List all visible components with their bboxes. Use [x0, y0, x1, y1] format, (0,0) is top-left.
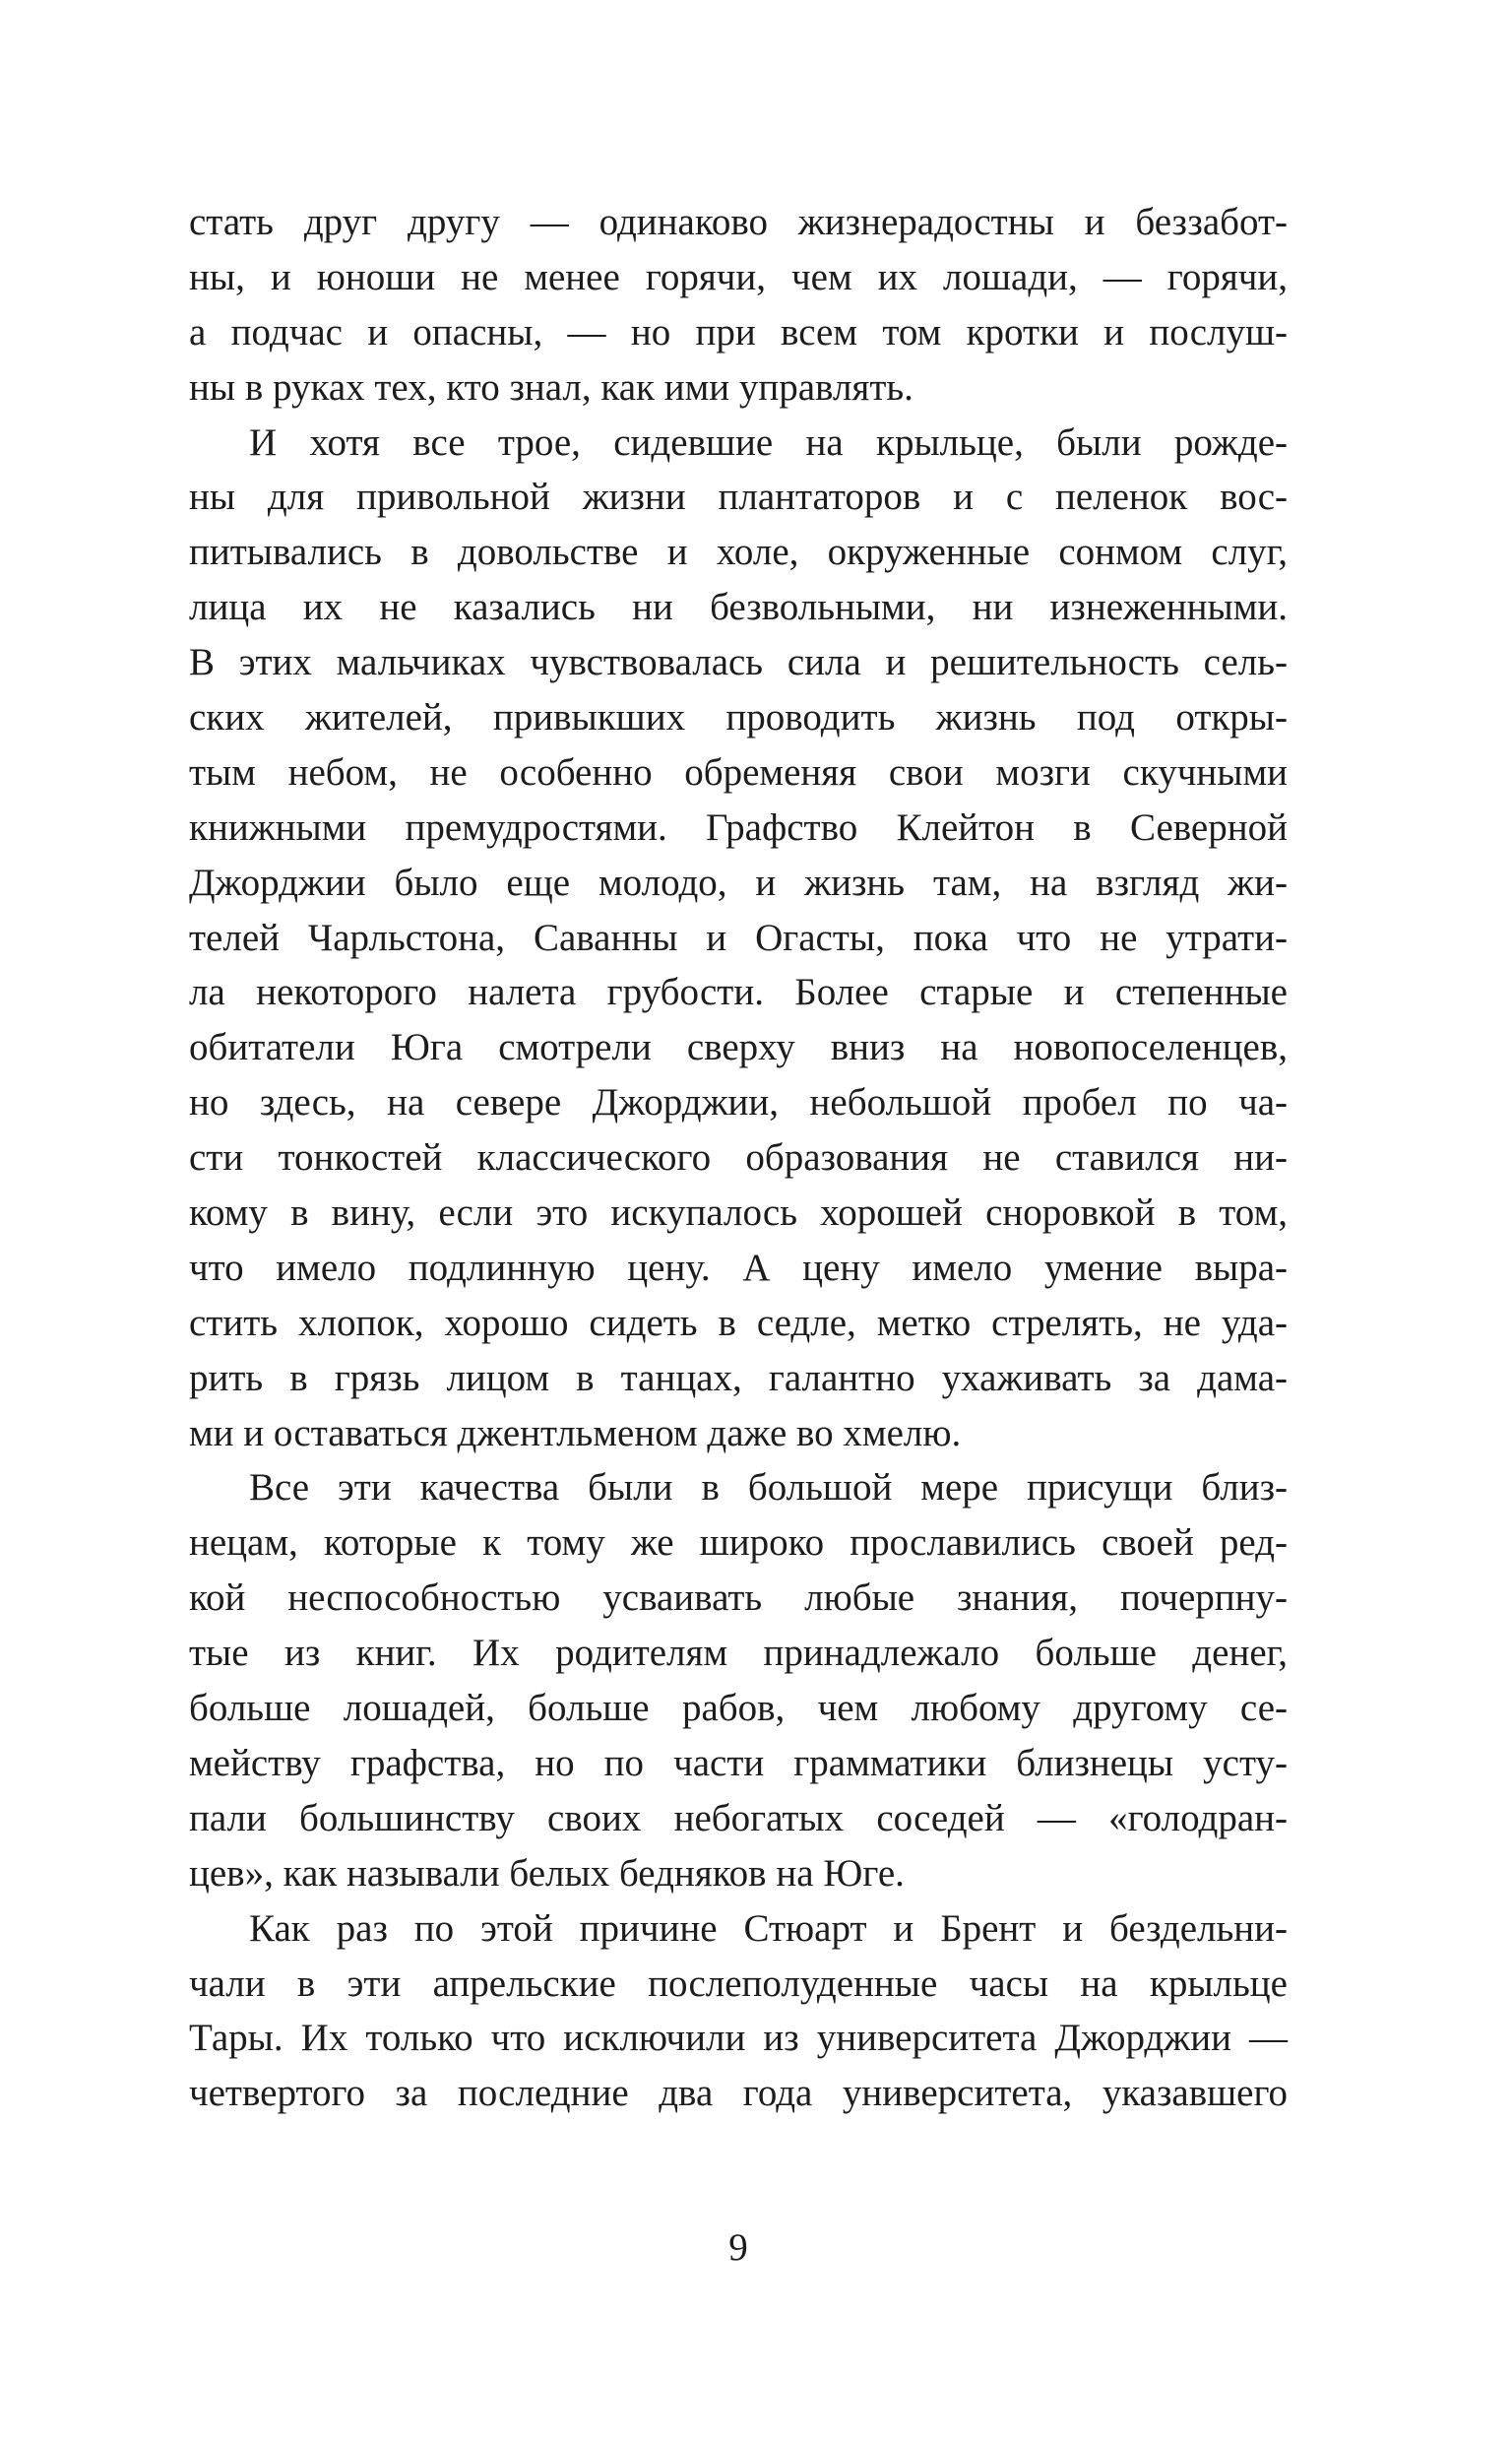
body-text [189, 195, 1288, 2121]
text-line: сти тонкостей классического образования не ставился ни- [189, 1136, 1288, 1180]
text-line: ны в руках тех, кто знал, как ими управлять. [189, 365, 914, 409]
text-line: рить в грязь лицом в танцах, галантно ухаживать за дама- [189, 1356, 1288, 1399]
text-line: обитатели Юга смотрели сверху вниз на новопоселенцев, [189, 1026, 1288, 1069]
text-line: стать друг другу — одинаково жизнерадостны и беззабот- [189, 201, 1288, 243]
text-line: больше лошадей, больше рабов, чем любому другому се- [189, 1687, 1288, 1730]
paragraph-first-line: Как раз по этой причине Стюарт и Брент и бездельни- [249, 1906, 1288, 1950]
paragraph-first-line: И хотя все трое, сидевшие на крыльце, были рожде- [249, 420, 1288, 464]
paragraph-first-line: Все эти качества были в большой мере присущи близ- [249, 1466, 1288, 1510]
text-line: ны, и юноши не менее горячи, чем их лошади, — горячи, [189, 255, 1288, 298]
text-line: Джорджии было еще молодо, и жизнь там, на взгляд жи- [189, 861, 1288, 904]
text-line: лица их не казались ни безвольными, ни изнеженными. [189, 586, 1288, 629]
text-line: питывались в довольстве и холе, окруженные сонмом слуг, [189, 531, 1288, 574]
text-line: тым небом, не особенно обременяя свои мозги скучными [189, 750, 1288, 794]
text-line: четвертого за последние два года университета, указавшего [189, 2072, 1288, 2115]
text-line: В этих мальчиках чувствовалась сила и решительность сель- [189, 641, 1288, 684]
text-line: стить хлопок, хорошо сидеть в седле, метко стрелять, не уда- [189, 1301, 1288, 1344]
text-line: нецам, которые к тому же широко прославились своей ред- [189, 1521, 1288, 1565]
text-line: Тары. Их только что исключили из университета Джорджии — [189, 2017, 1288, 2060]
text-line: кому в вину, если это искупалось хорошей сноровкой в том, [189, 1191, 1288, 1235]
text-line: ны для привольной жизни плантаторов и с пеленок вос- [189, 476, 1288, 519]
text-line: но здесь, на севере Джорджии, небольшой пробел по ча- [189, 1081, 1288, 1125]
text-line: что имело подлинную цену. А цену имело умение выра- [189, 1246, 1288, 1289]
text-line: тые из книг. Их родителям принадлежало больше денег, [189, 1632, 1288, 1675]
text-line: цев», как называли белых бедняков на Юге. [189, 1851, 905, 1895]
text-line: а подчас и опасны, — но при всем том кротки и послуш- [189, 310, 1288, 354]
text-line: телей Чарльстона, Саванны и Огасты, пока что не утрати- [189, 916, 1288, 959]
text-line: ских жителей, привыкших проводить жизнь под откры- [189, 696, 1288, 739]
text-line: кой неспособностью усваивать любые знания, почерпну- [189, 1576, 1288, 1620]
text-line: ми и оставаться джентльменом даже во хмелю. [189, 1411, 962, 1454]
page-number: 9 [728, 2226, 748, 2269]
text-line: пали большинству своих небогатых соседей — «голодран- [189, 1796, 1288, 1839]
text-line: чали в эти апрельские послеполуденные часы на крыльце [189, 1961, 1288, 2005]
text-line: ла некоторого налета грубости. Более старые и степенные [189, 971, 1288, 1014]
text-line: книжными премудростями. Графство Клейтон в Северной [189, 805, 1288, 849]
text-line: мейству графства, но по части грамматики близнецы усту- [189, 1741, 1288, 1784]
